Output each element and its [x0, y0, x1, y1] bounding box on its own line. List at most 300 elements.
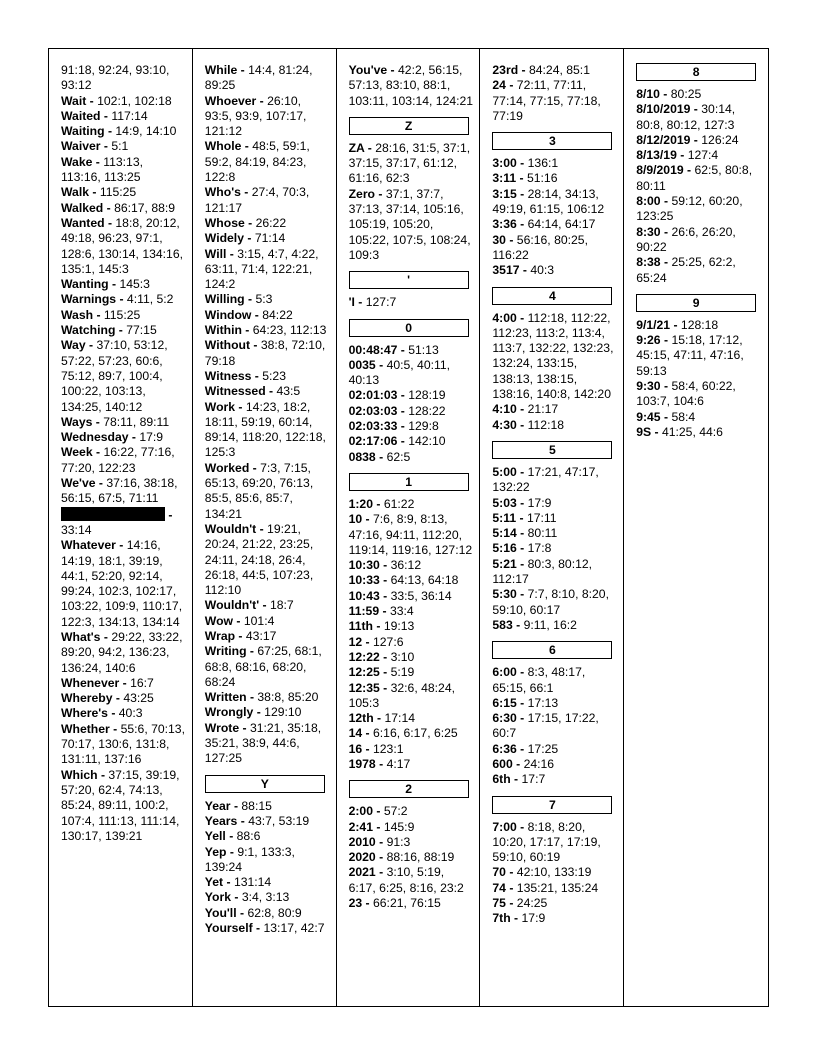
index-entry: [349, 865, 474, 896]
index-term: 2010: [348, 834, 376, 849]
index-column: [480, 49, 624, 1006]
entry-separator: -: [100, 629, 112, 644]
page-line-refs: 9:1, 133:3, 139:24: [204, 844, 295, 874]
entry-separator: -: [375, 357, 387, 372]
entry-separator: -: [516, 741, 528, 756]
entry-separator: -: [231, 890, 242, 905]
index-entry: [349, 850, 474, 865]
index-term: Ways: [61, 414, 93, 429]
entry-separator: -: [397, 434, 409, 449]
index-entry: [492, 665, 617, 696]
page-line-refs: 102:1, 102:18: [97, 93, 172, 108]
entry-separator: -: [516, 171, 527, 186]
entry-separator: -: [93, 307, 104, 322]
index-term: Whole: [204, 139, 242, 154]
section-header: 3: [492, 132, 612, 150]
index-entry: [61, 768, 186, 844]
entry-separator: -: [362, 896, 373, 911]
index-entry: [349, 419, 474, 434]
page-line-refs: 25:25, 62:2, 65:24: [636, 255, 736, 285]
page-line-refs: 19:21, 20:24, 21:22, 23:25, 24:11, 24:18, 26:4, 26:18, 44:5, 107:23, 112:10: [204, 521, 314, 598]
page-line-refs: 48:5, 59:1, 59:2, 84:19, 84:23, 122:8: [204, 139, 310, 185]
index-term: 0838: [348, 449, 376, 464]
entry-separator: -: [259, 598, 270, 613]
entry-separator: -: [372, 619, 384, 634]
index-entry: [492, 881, 617, 896]
entry-separator: -: [505, 865, 517, 880]
index-term: 14: [348, 726, 363, 741]
index-term: 3517: [492, 263, 520, 278]
entry-separator: -: [128, 430, 140, 445]
index-term: Whatever: [61, 538, 116, 553]
index-entry: [492, 511, 617, 526]
entry-separator: -: [379, 604, 390, 619]
index-term: 70: [492, 865, 506, 880]
entry-separator: -: [510, 911, 522, 926]
page-line-refs: 135:21, 135:24: [516, 880, 599, 895]
index-term: Way: [61, 338, 86, 353]
index-term: 75: [492, 896, 506, 911]
page-line-refs: 24:25: [516, 896, 548, 911]
page-line-refs: 117:14: [111, 108, 148, 123]
entry-separator: -: [237, 63, 249, 77]
index-term: 4:00: [492, 310, 517, 325]
index-term: Whereby: [61, 691, 113, 706]
page-line-refs: 115:25: [99, 185, 137, 200]
entry-separator: -: [373, 819, 384, 834]
index-term: Witness: [204, 368, 252, 383]
entry-separator: -: [241, 323, 253, 338]
index-entry: [349, 573, 474, 588]
entry-separator: -: [375, 850, 387, 865]
index-entry: [492, 618, 617, 633]
entry-separator: -: [387, 63, 399, 77]
index-term: 7:00: [492, 819, 517, 834]
page-line-refs: 33:4: [389, 604, 414, 619]
page-line-refs: 64:13, 64:18: [390, 573, 459, 588]
entry-separator: -: [651, 424, 662, 439]
index-entry: [349, 63, 474, 109]
page-line-refs: 7:3, 7:15, 65:13, 69:20, 76:13, 85:5, 85:6, 85:7, 134:21: [204, 460, 314, 521]
entry-separator: -: [379, 680, 391, 695]
index-term: Yourself: [204, 921, 253, 936]
page-line-refs: 127:4: [687, 148, 719, 163]
page-line-refs: 14:16, 14:19, 18:1, 39:19, 44:1, 52:20, 92:14, 99:24, 102:3, 102:17, 103:22, 109:9, 110:17, 122:3, 134:13, 134:14: [61, 538, 183, 629]
page-line-refs: 3:10: [390, 649, 415, 664]
index-term: 600: [492, 756, 513, 771]
index-term: 9:26: [636, 333, 661, 348]
entry-separator: -: [516, 510, 527, 525]
page-line-refs: 129:8: [408, 419, 439, 434]
entry-separator: -: [236, 905, 248, 920]
entry-separator: -: [516, 402, 528, 417]
entry-separator: -: [107, 706, 119, 721]
index-entry: [349, 757, 474, 772]
index-term: 5:03: [492, 495, 517, 510]
index-term: Waiting: [61, 124, 105, 139]
page-line-refs: 113:13, 113:16, 113:25: [61, 154, 143, 185]
index-term: Wake: [61, 154, 93, 169]
index-term: Whenever: [61, 675, 120, 690]
page-line-refs: 5:1: [111, 139, 129, 154]
index-term: 3:36: [492, 217, 517, 232]
section-header: 2: [349, 780, 469, 798]
index-term: 10:33: [348, 573, 380, 588]
index-term: Wanted: [61, 215, 105, 230]
index-term: 5:30: [492, 587, 517, 602]
entry-separator: -: [246, 644, 258, 659]
index-term: ZA: [348, 140, 365, 155]
index-entry: [349, 804, 474, 819]
index-term: 5:14: [492, 526, 517, 541]
page-line-refs: 16:22, 77:16, 77:20, 122:23: [61, 445, 175, 475]
index-term: 12:22: [348, 649, 380, 664]
index-entry: [492, 526, 617, 541]
page-line-refs: 31:21, 35:18, 35:21, 38:9, 44:6, 127:25: [204, 720, 322, 766]
page-line-refs: 3:4, 3:13: [241, 890, 290, 905]
index-entry: [349, 450, 474, 465]
entry-separator: -: [92, 154, 104, 169]
index-entry: [349, 619, 474, 634]
index-entry: [61, 507, 186, 539]
index-entry: [349, 187, 474, 263]
index-entry: [61, 722, 186, 768]
page-line-refs: 62:5: [386, 449, 411, 464]
index-term: Where's: [61, 706, 108, 721]
entry-separator: -: [256, 93, 268, 108]
entry-separator: -: [103, 200, 115, 215]
entry-separator: -: [516, 711, 528, 726]
page-line-refs: 40:3: [530, 263, 555, 278]
entry-separator: -: [373, 711, 385, 726]
page-line-refs: 17:13: [527, 695, 559, 710]
index-term: 8/9/2019: [636, 163, 684, 178]
page-line-refs: 127:6: [373, 634, 404, 649]
index-term: Written: [204, 690, 247, 705]
entry-separator: -: [516, 217, 528, 232]
entry-separator: -: [519, 263, 531, 278]
entry-separator: -: [104, 215, 116, 230]
entry-separator: -: [373, 804, 384, 819]
index-entry: [349, 512, 474, 558]
index-term: 16: [348, 741, 363, 756]
index-entry: [205, 338, 330, 369]
entry-separator: -: [516, 156, 528, 171]
entry-separator: -: [512, 617, 524, 632]
index-term: 24: [492, 78, 506, 93]
entry-separator: -: [244, 215, 256, 230]
entry-separator: -: [660, 379, 672, 394]
index-entry: [61, 691, 186, 706]
entry-separator: -: [516, 665, 528, 680]
section-header: 0: [349, 319, 469, 337]
index-entry: [349, 650, 474, 665]
index-term: 74: [492, 880, 506, 895]
index-entry: [205, 63, 330, 94]
index-entry: [349, 665, 474, 680]
index-column: [49, 49, 193, 1006]
index-entry: [61, 201, 186, 216]
page-line-refs: 27:4, 70:3, 121:17: [204, 185, 310, 215]
index-term: Work: [204, 399, 236, 414]
index-term: 10:30: [348, 558, 380, 573]
index-entry: [492, 217, 617, 232]
entry-separator: -: [226, 246, 238, 261]
entry-separator: -: [116, 292, 127, 307]
index-term: 6:00: [492, 665, 517, 680]
index-entry: [636, 379, 762, 410]
index-term: 23: [348, 896, 363, 911]
page-line-refs: 77:15: [126, 323, 157, 338]
index-entry: [492, 263, 617, 278]
index-entry: [61, 155, 186, 186]
index-entry: [492, 171, 617, 186]
page-line-refs: 17:11: [526, 510, 557, 525]
index-entry: [492, 78, 617, 124]
page-line-refs: 29:22, 33:22, 89:20, 94:2, 136:23, 136:24, 140:6: [61, 629, 183, 675]
index-term: Wait: [61, 93, 87, 108]
page-line-refs: 38:8, 85:20: [257, 690, 319, 705]
index-term: 5:21: [492, 556, 517, 571]
index-entry: [205, 644, 330, 690]
index-term: We've: [61, 476, 96, 491]
entry-separator: -: [660, 255, 672, 270]
index-entry: [205, 400, 330, 461]
page-line-refs: 59:12, 60:20, 123:25: [636, 194, 743, 224]
index-term: Which: [61, 767, 98, 782]
page-line-refs: 37:16, 38:18, 56:15, 67:5, 71:11: [61, 476, 178, 506]
page-line-refs: 14:9, 14:10: [115, 124, 177, 139]
index-entry: [205, 522, 330, 598]
index-entry: [492, 63, 617, 78]
page-line-refs: 15:18, 17:12, 45:15, 47:11, 47:16, 59:13: [636, 333, 744, 378]
index-entry: [492, 757, 617, 772]
section-header: 9: [636, 294, 756, 312]
entry-separator: -: [364, 140, 376, 155]
index-entry: [636, 102, 762, 133]
index-term: 1978: [348, 756, 376, 771]
page-line-refs: 136:1: [527, 156, 559, 171]
entry-separator: -: [241, 139, 253, 154]
page-line-refs: 5:23: [262, 368, 286, 383]
entry-separator: -: [85, 338, 97, 353]
index-entry: [492, 541, 617, 556]
entry-separator: -: [165, 507, 173, 522]
page-line-refs: 43:17: [245, 628, 277, 643]
entry-separator: -: [252, 921, 264, 936]
index-entry: [492, 865, 617, 880]
index-entry: [61, 538, 186, 630]
page-line-refs: 78:11, 89:11: [103, 414, 170, 429]
index-entry: [205, 814, 330, 829]
index-term: 02:01:03: [348, 388, 398, 403]
entry-separator: -: [97, 767, 109, 782]
page-line-refs: 123:1: [373, 741, 404, 756]
index-entry: [636, 148, 762, 163]
index-entry: [349, 896, 474, 911]
page-line-refs: 28:16, 31:5, 37:1, 37:15, 37:17, 61:12, 61:16, 62:3: [348, 140, 471, 186]
index-entry: [636, 163, 762, 194]
index-term: 00:48:47: [348, 342, 398, 357]
index-entry: [61, 476, 186, 507]
entry-separator: -: [250, 338, 261, 353]
index-term: 11:59: [348, 604, 380, 619]
index-term: 5:00: [492, 464, 517, 479]
index-entry: [349, 434, 474, 449]
entry-separator: -: [362, 726, 373, 741]
page-line-refs: 16:7: [130, 675, 154, 690]
entry-separator: -: [516, 526, 528, 541]
entry-separator: -: [375, 834, 387, 849]
index-term: Wouldn't: [204, 521, 257, 536]
index-term: 30: [492, 232, 506, 247]
entry-separator: -: [237, 813, 249, 828]
section-header: Z: [349, 117, 469, 135]
index-entry: [61, 277, 186, 292]
page-line-refs: 58:4, 60:22, 103:7, 104:6: [636, 379, 736, 409]
index-term: Witnessed: [204, 384, 266, 399]
entry-separator: -: [516, 495, 528, 510]
page-line-refs: 36:12: [390, 558, 422, 573]
index-entry: [492, 820, 617, 866]
entry-separator: -: [265, 384, 277, 399]
page-line-refs: 26:10, 93:5, 93:9, 107:17, 121:12: [204, 93, 307, 139]
page-line-refs: 18:8, 20:12, 49:18, 96:23, 97:1, 128:6, 130:14, 134:16, 135:1, 145:3: [61, 215, 183, 276]
entry-separator: -: [362, 741, 373, 756]
entry-separator: -: [516, 695, 528, 710]
entry-separator: -: [108, 277, 120, 292]
entry-separator: -: [375, 865, 387, 880]
index-term: Week: [61, 445, 93, 460]
index-term: 9:30: [636, 379, 661, 394]
index-entry: [492, 233, 617, 264]
entry-separator: -: [518, 63, 529, 77]
index-term: 8:30: [636, 224, 661, 239]
section-header: 1: [349, 473, 469, 491]
page-line-refs: 43:25: [123, 691, 154, 706]
index-term: Walk: [61, 185, 89, 200]
entry-separator: -: [660, 224, 672, 239]
entry-separator: -: [240, 185, 252, 200]
entry-separator: -: [253, 705, 265, 720]
index-entry: [61, 308, 186, 323]
page-line-refs: 18:7: [269, 598, 294, 613]
index-term: Wrap: [204, 628, 236, 643]
entry-separator: -: [89, 185, 100, 200]
index-entry: [349, 295, 474, 310]
index-entry: [205, 231, 330, 246]
page-line-refs: 129:10: [264, 705, 302, 720]
entry-separator: -: [505, 78, 517, 93]
index-entry: [636, 133, 762, 148]
index-term: Widely: [204, 231, 244, 246]
entry-separator: -: [516, 541, 528, 556]
entry-separator: -: [235, 628, 246, 643]
page-line-refs: 32:6, 48:24, 105:3: [348, 680, 455, 710]
index-entry: [349, 589, 474, 604]
index-term: Whether: [61, 721, 110, 736]
index-term: 9:45: [636, 409, 661, 424]
index-term: Wednesday: [61, 430, 129, 445]
index-entry: [205, 906, 330, 921]
index-entry: [349, 141, 474, 187]
entry-separator: -: [115, 538, 127, 553]
page-line-refs: 112:18: [527, 417, 565, 432]
page-line-refs: 64:23, 112:13: [252, 323, 327, 338]
index-entry: [349, 343, 474, 358]
index-entry: [636, 333, 762, 379]
index-term: 583: [492, 617, 513, 632]
page-line-refs: 8:18, 8:20, 10:20, 17:17, 17:19, 59:10, 60:19: [492, 819, 601, 865]
index-term: 3:15: [492, 186, 517, 201]
page-line-refs: 24:16: [523, 756, 555, 771]
entry-separator: -: [354, 295, 366, 310]
index-entry: [349, 726, 474, 741]
index-entry: [61, 292, 186, 307]
page-line-refs: 91:3: [386, 834, 411, 849]
entry-separator: -: [397, 419, 409, 434]
page-line-refs: 80:11: [527, 526, 558, 541]
entry-separator: -: [659, 87, 671, 101]
index-entry: [61, 109, 186, 124]
index-term: 6:36: [492, 741, 517, 756]
index-term: Will: [204, 246, 227, 261]
page-line-refs: 40:5, 40:11, 40:13: [348, 357, 451, 388]
index-entry: [61, 338, 186, 414]
page-line-refs: 37:10, 53:12, 57:22, 57:23, 60:6, 75:12, 89:7, 100:4, 100:22, 103:13, 134:25, 140:12: [61, 338, 168, 414]
page-line-refs: 6:16, 6:17, 6:25: [373, 726, 458, 741]
entry-separator: -: [92, 445, 104, 460]
entry-separator: -: [512, 756, 524, 771]
section-header: 4: [492, 287, 612, 305]
entry-separator: -: [109, 721, 121, 736]
page-line-refs: 145:9: [383, 819, 415, 834]
index-entry: [205, 384, 330, 399]
index-entry: [492, 557, 617, 588]
index-term: 02:03:33: [348, 419, 398, 434]
entry-separator: -: [516, 417, 528, 432]
entry-separator: -: [230, 798, 242, 813]
entry-separator: -: [112, 691, 124, 706]
index-entry: [205, 705, 330, 720]
index-entry: [61, 430, 186, 445]
index-entry: [205, 799, 330, 814]
index-term: Wrongly: [204, 705, 254, 720]
index-entry: [636, 194, 762, 225]
entry-separator: -: [516, 819, 528, 834]
index-term: Walked: [61, 200, 104, 215]
page-line-refs: 51:16: [526, 171, 558, 186]
index-term: 8/10: [636, 87, 660, 101]
index-entry: [636, 87, 762, 102]
index-entry: [492, 587, 617, 618]
entry-separator: -: [249, 460, 261, 475]
index-entry: [636, 225, 762, 256]
page-line-refs: 51:13: [408, 342, 439, 357]
index-entry: [349, 404, 474, 419]
index-entry: [61, 124, 186, 139]
page-line-refs: 127:7: [365, 295, 397, 310]
page-line-refs: 126:24: [701, 132, 739, 147]
entry-separator: -: [505, 880, 517, 895]
entry-separator: -: [243, 231, 255, 246]
index-entry: [349, 388, 474, 403]
index-term: Yell: [204, 829, 226, 844]
index-entry: [349, 711, 474, 726]
section-header: ': [349, 271, 469, 289]
index-entry: [349, 558, 474, 573]
index-entry: [205, 690, 330, 705]
